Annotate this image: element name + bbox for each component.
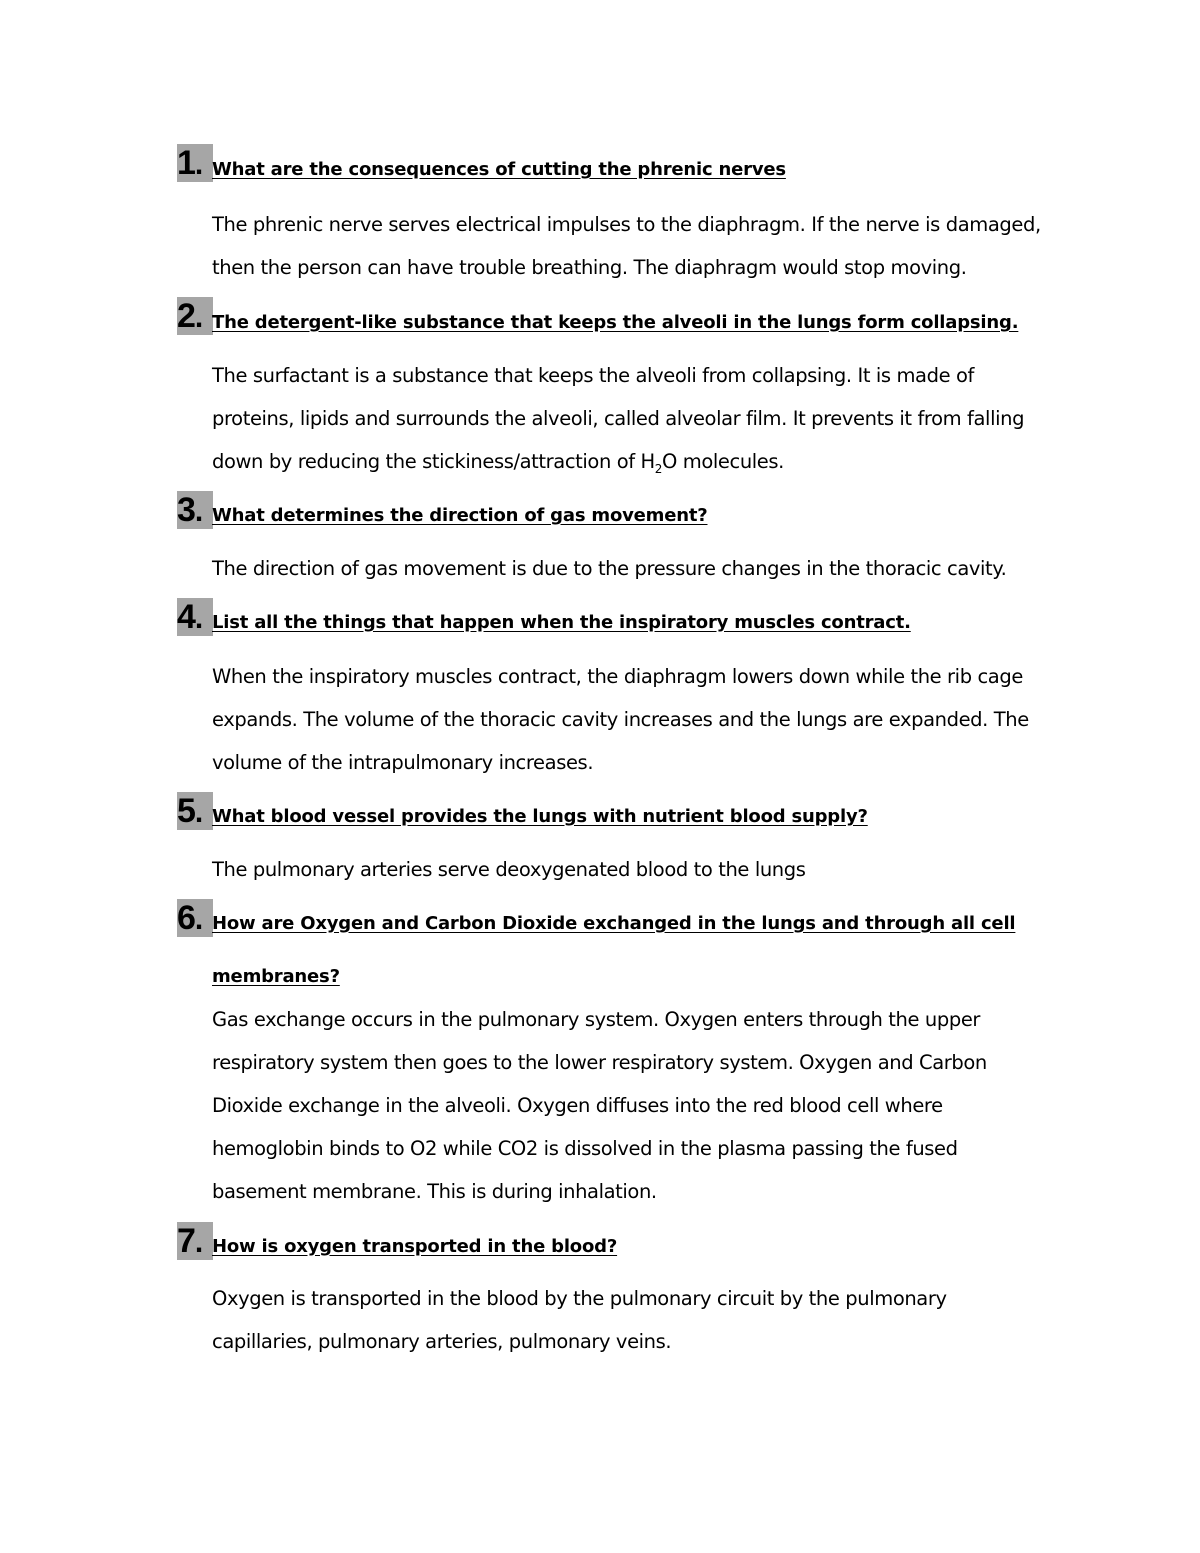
question-number: 1 xyxy=(177,144,195,182)
answer-text xyxy=(212,848,1072,891)
question-number: 5 xyxy=(177,792,195,830)
answer-line: Oxygen is transported in the blood by the pulmonary circuit by the pulmonary xyxy=(212,1287,947,1310)
answer-line: hemoglobin binds to O2 while CO2 is dissolved in the plasma passing the fused xyxy=(212,1137,958,1160)
answer-line: capillaries, pulmonary arteries, pulmonary veins. xyxy=(212,1330,672,1353)
question-heading: The detergent-like substance that keeps the alveoli in the lungs form collapsing. xyxy=(212,312,1019,333)
question-heading: What blood vessel provides the lungs with nutrient blood supply? xyxy=(212,806,868,827)
answer-line: basement membrane. This is during inhalation. xyxy=(212,1180,657,1203)
question-heading: What are the consequences of cutting the phrenic nerves xyxy=(212,159,786,180)
answer-line: then the person can have trouble breathing. The diaphragm would stop moving. xyxy=(212,256,967,279)
answer-line: proteins, lipids and surrounds the alveoli, called alveolar film. It prevents it from falling xyxy=(212,407,1025,430)
question-number-badge: 1. xyxy=(177,144,213,182)
question-number: 3 xyxy=(177,491,195,529)
question-number: 2 xyxy=(177,297,195,335)
answer-text xyxy=(212,998,1072,1213)
question-number-badge: 3. xyxy=(177,491,213,529)
answer-line: The pulmonary arteries serve deoxygenated blood to the lungs xyxy=(212,858,806,881)
answer-line: The direction of gas movement is due to the pressure changes in the thoracic cavity. xyxy=(212,557,1007,580)
question-number: 7 xyxy=(177,1222,195,1260)
question-heading: List all the things that happen when the inspiratory muscles contract. xyxy=(212,612,911,633)
question-number-badge: 4. xyxy=(177,598,213,636)
question-heading: How is oxygen transported in the blood? xyxy=(212,1236,618,1257)
question-number-badge: 5. xyxy=(177,792,213,830)
question-number-badge: 6. xyxy=(177,899,213,937)
question-heading: How are Oxygen and Carbon Dioxide exchanged in the lungs and through all cell xyxy=(212,913,1016,934)
answer-line: volume of the intrapulmonary increases. xyxy=(212,751,594,774)
answer-line: expands. The volume of the thoracic cavity increases and the lungs are expanded. The xyxy=(212,708,1029,731)
question-number-badge: 7. xyxy=(177,1222,213,1260)
answer-line: Gas exchange occurs in the pulmonary system. Oxygen enters through the upper xyxy=(212,1008,981,1031)
question-heading: What determines the direction of gas movement? xyxy=(212,505,708,526)
question-number: 6 xyxy=(177,899,195,937)
question-number: 4 xyxy=(177,598,195,636)
answer-line: Dioxide exchange in the alveoli. Oxygen diffuses into the red blood cell where xyxy=(212,1094,943,1117)
question-number-badge: 2. xyxy=(177,297,213,335)
answer-line: respiratory system then goes to the lower respiratory system. Oxygen and Carbon xyxy=(212,1051,987,1074)
answer-line: The phrenic nerve serves electrical impulses to the diaphragm. If the nerve is damaged, xyxy=(212,213,1041,236)
answer-text xyxy=(212,354,1072,483)
answer-text xyxy=(212,1277,1072,1363)
answer-line: When the inspiratory muscles contract, the diaphragm lowers down while the rib cage xyxy=(212,665,1023,688)
answer-text xyxy=(212,203,1072,289)
answer-line: The surfactant is a substance that keeps the alveoli from collapsing. It is made of xyxy=(212,364,974,387)
answer-text xyxy=(212,655,1072,784)
answer-text xyxy=(212,547,1072,590)
answer-line: down by reducing the stickiness/attraction of $H_2O$ molecules. xyxy=(212,450,784,476)
question-heading-continued: membranes? xyxy=(212,966,340,987)
